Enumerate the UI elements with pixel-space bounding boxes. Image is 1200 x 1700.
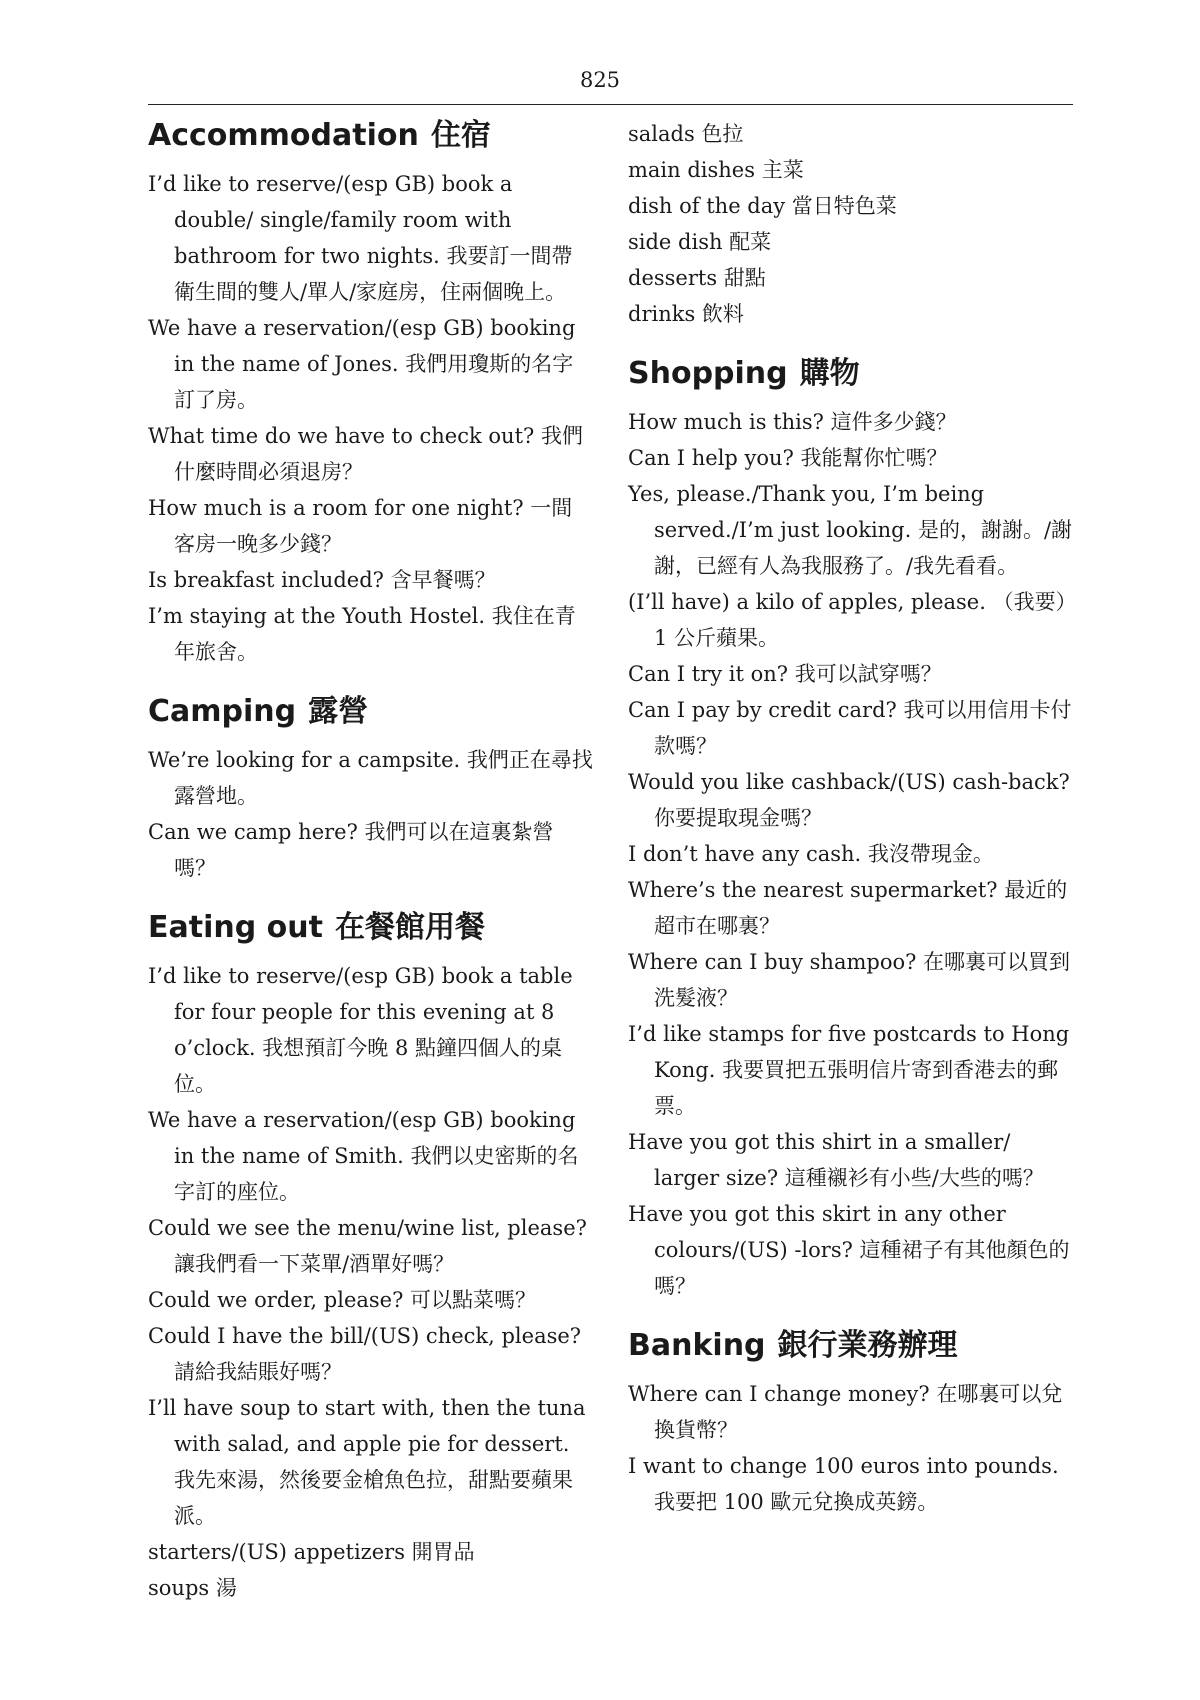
- phrase-entry: How much is a room for one night? 一間客房一晚多少錢？: [148, 496, 573, 556]
- phrase-entry: Can we camp here? 我們可以在這裏紮營嗎？: [148, 820, 554, 880]
- phrase-entry: Have you got this shirt in a smaller/ larger size? 這種襯衫有小些/大些的嗎？: [628, 1130, 1044, 1190]
- phrase-entry: Could we order, please? 可以點菜嗎？: [148, 1288, 537, 1312]
- phrase-entry: What time do we have to check out? 我們什麼時間必須退房？: [148, 424, 583, 484]
- phrase-entry: We have a reservation/(esp GB) booking in the name of Smith. 我們以史密斯的名字訂的座位。: [148, 1108, 579, 1204]
- section-heading: [148, 116, 593, 156]
- section-shopping: [628, 354, 1073, 1304]
- menu-item: side dish 配菜: [628, 230, 772, 254]
- menu-item: drinks 飲料: [628, 302, 744, 326]
- phrase-entry: I’d like to reserve/(esp GB) book a table for four people for this evening at 8 o’clock. 我想預訂今晚 8 點鐘四個人的桌位。: [148, 964, 573, 1096]
- phrase-entry: soups 湯: [148, 1576, 237, 1600]
- left-column: [148, 116, 593, 1606]
- phrase-entry: Have you got this skirt in any other colours/(US) -lors? 這種裙子有其他顏色的嗎？: [628, 1202, 1070, 1298]
- phrase-entry: I want to change 100 euros into pounds. 我要把 100 歐元兌換成英鎊。: [628, 1454, 1059, 1514]
- page-number: 825: [579, 68, 621, 92]
- phrase-entry: Where can I change money? 在哪裏可以兌換貨幣？: [628, 1382, 1063, 1442]
- section-heading: [628, 1326, 1073, 1366]
- menu-item: desserts 甜點: [628, 266, 766, 290]
- phrase-entry: starters/(US) appetizers 開胃品: [148, 1540, 475, 1564]
- heading-en: Eating out: [148, 910, 323, 945]
- section-eating-out: [148, 908, 593, 1606]
- phrase-entry: I’d like stamps for five postcards to Hong Kong. 我要買把五張明信片寄到香港去的郵票。: [628, 1022, 1070, 1118]
- heading-en: Camping: [148, 694, 297, 729]
- phrase-entry: Would you like cashback/(US) cash-back? 你要提取現金嗎？: [628, 770, 1070, 830]
- heading-zh: 住宿: [430, 118, 491, 153]
- phrase-entry: I’d like to reserve/(esp GB) book a double/ single/family room with bathroom for two nights. 我要訂一間帶衛生間的雙人/單人/家庭房，住兩個晚上。: [148, 172, 573, 304]
- phrase-entry: Can I help you? 我能幫你忙嗎？: [628, 446, 948, 470]
- section-camping: [148, 692, 593, 886]
- section-accommodation: [148, 116, 593, 670]
- phrase-entry: Is breakfast included? 含早餐嗎？: [148, 568, 496, 592]
- phrase-entry: We have a reservation/(esp GB) booking in the name of Jones. 我們用瓊斯的名字訂了房。: [148, 316, 576, 412]
- section-heading: [148, 692, 593, 732]
- heading-en: Accommodation: [148, 118, 419, 153]
- phrase-entry: Where’s the nearest supermarket? 最近的超市在哪裏？: [628, 878, 1068, 938]
- heading-zh: 購物: [799, 356, 860, 391]
- phrase-entry: I’ll have soup to start with, then the tuna with salad, and apple pie for dessert. 我先來湯，然後要金槍魚色拉，甜點要蘋果派。: [148, 1396, 586, 1528]
- phrase-entry: We’re looking for a campsite. 我們正在尋找露營地。: [148, 748, 593, 808]
- phrase-entry: I don’t have any cash. 我沒帶現金。: [628, 842, 994, 866]
- menu-item: main dishes 主菜: [628, 158, 804, 182]
- heading-zh: 露營: [308, 694, 369, 729]
- phrase-entry: Could we see the menu/wine list, please? 讓我們看一下菜單/酒單好嗎？: [148, 1216, 587, 1276]
- phrase-entry: Where can I buy shampoo? 在哪裏可以買到洗髮液？: [628, 950, 1071, 1010]
- menu-list: [628, 116, 1073, 332]
- phrase-entry: Yes, please./Thank you, I’m being served./I’m just looking. 是的，謝謝。/謝謝，已經有人為我服務了。/我先看看。: [628, 482, 1073, 578]
- phrase-entry: Can I pay by credit card? 我可以用信用卡付款嗎？: [628, 698, 1072, 758]
- phrase-entry: Can I try it on? 我可以試穿嗎？: [628, 662, 942, 686]
- menu-item: dish of the day 當日特色菜: [628, 194, 897, 218]
- heading-en: Shopping: [628, 356, 788, 391]
- phrase-entry: How much is this? 這件多少錢？: [628, 410, 957, 434]
- menu-item: salads 色拉: [628, 122, 744, 146]
- heading-zh: 銀行業務辦理: [777, 1328, 958, 1363]
- phrase-entry: I’m staying at the Youth Hostel. 我住在青年旅舍。: [148, 604, 576, 664]
- section-heading: [148, 908, 593, 948]
- section-banking: [628, 1326, 1073, 1520]
- section-heading: [628, 354, 1073, 394]
- header-rule: [148, 104, 1073, 105]
- phrase-entry: (I’ll have) a kilo of apples, please. （我要）1 公斤蘋果。: [628, 590, 1067, 650]
- heading-en: Banking: [628, 1328, 766, 1363]
- right-column: [628, 116, 1073, 1520]
- heading-zh: 在餐館用餐: [334, 910, 485, 945]
- phrase-entry: Could I have the bill/(US) check, please? 請給我結賬好嗎？: [148, 1324, 582, 1384]
